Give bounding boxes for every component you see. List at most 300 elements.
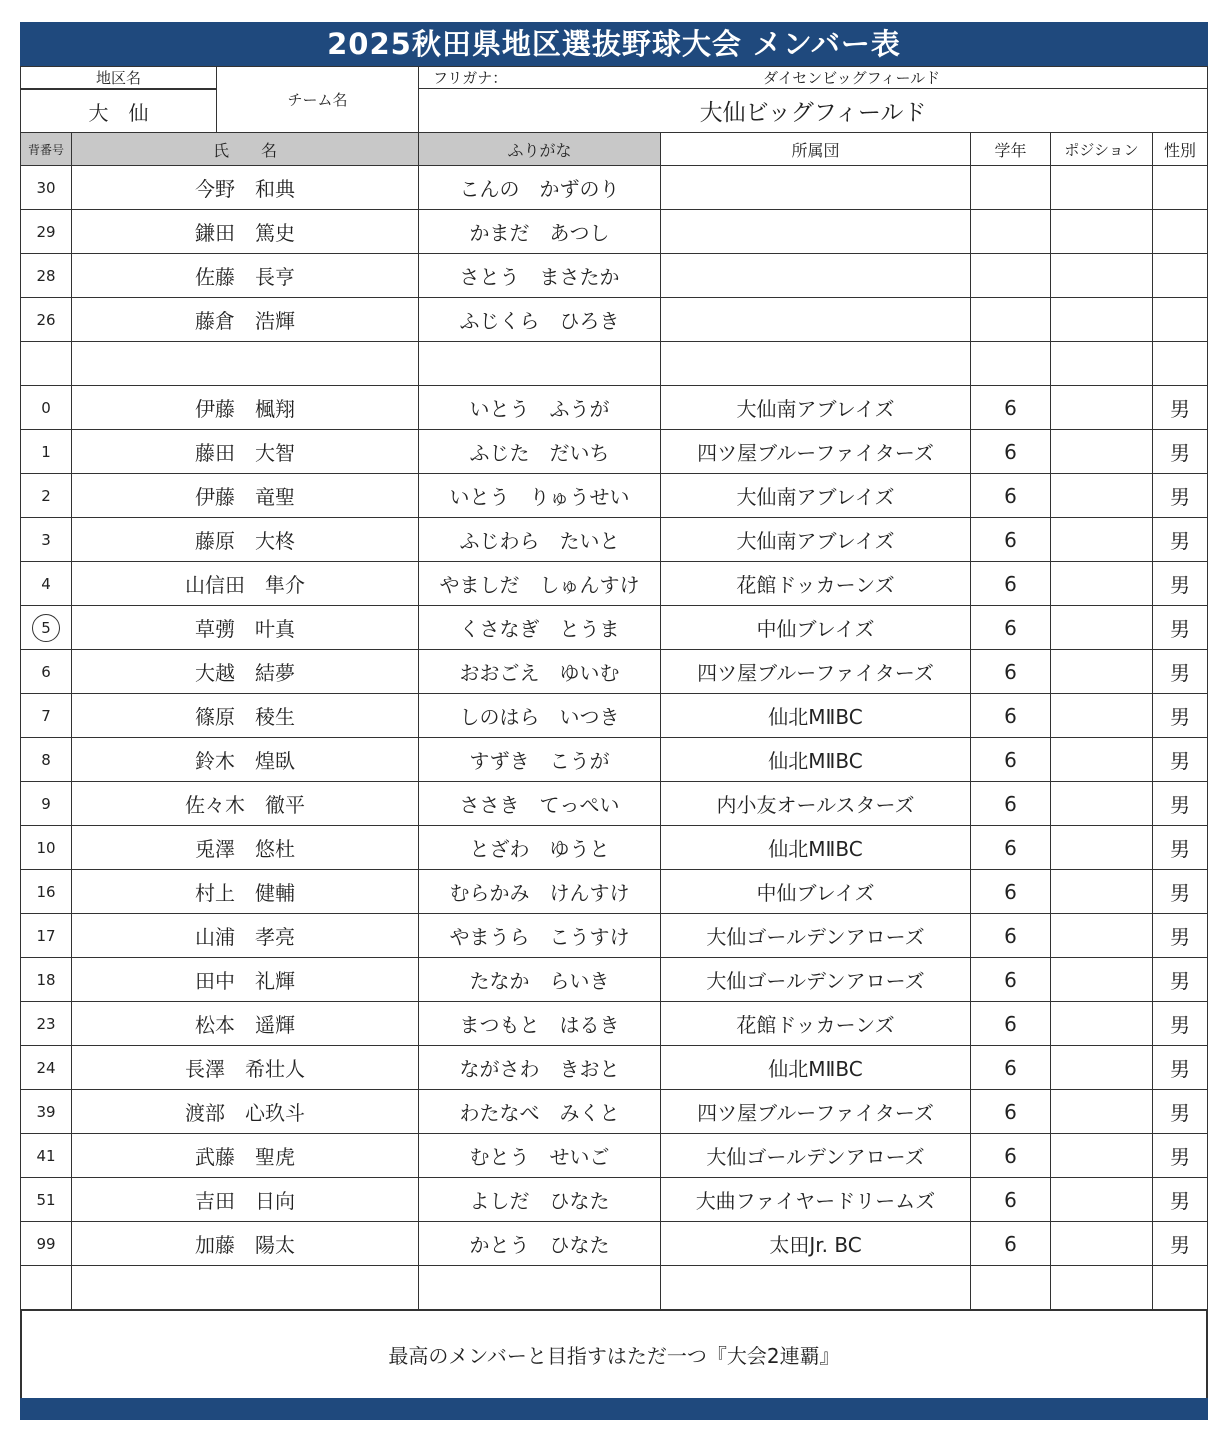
kana-text: ささき てっぺい (459, 793, 620, 817)
gender-text: 男 (1170, 1013, 1190, 1037)
cell-grade (970, 1222, 1050, 1266)
cell-club (660, 342, 970, 386)
club-text: 大仙南アブレイズ (736, 485, 895, 509)
cell-gender (1152, 166, 1208, 210)
kana-text: おおごえ ゆいむ (459, 661, 620, 685)
grade-text: 6 (1004, 659, 1017, 684)
cell-kana (418, 210, 660, 254)
number-text: 0 (41, 398, 51, 417)
cell-club (660, 562, 970, 606)
cell-club (660, 1134, 970, 1178)
cell-grade (970, 1134, 1050, 1178)
club-text: 大仙南アブレイズ (736, 397, 895, 421)
cell-gender (1152, 870, 1208, 914)
cell-kana (418, 430, 660, 474)
cell-kana (418, 562, 660, 606)
name-text: 吉田 日向 (195, 1189, 295, 1213)
cell-name (71, 210, 418, 254)
club-text: 中仙ブレイズ (756, 881, 875, 905)
table-row (20, 1222, 1208, 1266)
name-text: 藤原 大柊 (195, 529, 295, 553)
cell-grade (970, 298, 1050, 342)
cell-club (660, 254, 970, 298)
sheet-title: 2025秋田県地区選抜野球大会 メンバー表 (20, 22, 1208, 66)
cell-position (1050, 210, 1152, 254)
cell-position (1050, 474, 1152, 518)
gender-text: 男 (1170, 617, 1190, 641)
cell-kana (418, 1002, 660, 1046)
gender-text: 男 (1170, 925, 1190, 949)
column-header-row (20, 132, 1208, 166)
cell-number (20, 1178, 71, 1222)
number-text: 24 (36, 1058, 56, 1077)
table-row (20, 342, 1208, 386)
cell-kana (418, 1134, 660, 1178)
cell-grade (970, 914, 1050, 958)
number-text: 99 (36, 1234, 56, 1253)
kana-text: こんの かずのり (459, 177, 620, 201)
cell-name (71, 430, 418, 474)
cell-club (660, 166, 970, 210)
gender-text: 男 (1170, 397, 1190, 421)
name-text: 藤倉 浩輝 (195, 309, 295, 333)
cell-position (1050, 1266, 1152, 1310)
district-value: 大 仙 (20, 89, 217, 133)
kana-text: すずき こうが (469, 749, 610, 773)
grade-text: 6 (1004, 835, 1017, 860)
table-row (20, 1090, 1208, 1134)
number-text: 29 (36, 222, 56, 241)
cell-club (660, 650, 970, 694)
cell-number (20, 958, 71, 1002)
cell-grade (970, 694, 1050, 738)
cell-number (20, 342, 71, 386)
number-text: 10 (36, 838, 56, 857)
cell-name (71, 782, 418, 826)
name-text: 鈴木 煌臥 (195, 749, 295, 773)
gender-text: 男 (1170, 969, 1190, 993)
cell-position (1050, 1046, 1152, 1090)
cell-position (1050, 650, 1152, 694)
grade-text: 6 (1004, 1143, 1017, 1168)
cell-number (20, 738, 71, 782)
kana-text: かまだ あつし (469, 221, 610, 245)
cell-grade (970, 650, 1050, 694)
cell-position (1050, 694, 1152, 738)
kana-text: くさなぎ とうま (459, 617, 620, 641)
cell-number (20, 1222, 71, 1266)
cell-number (20, 254, 71, 298)
gender-text: 男 (1170, 1233, 1190, 1257)
cell-club (660, 870, 970, 914)
team-name: 大仙ビッグフィールド (418, 88, 1208, 133)
club-text: 中仙ブレイズ (756, 617, 875, 641)
table-row (20, 1134, 1208, 1178)
grade-text: 6 (1004, 1099, 1017, 1124)
cell-kana (418, 650, 660, 694)
col-position: ポジション (1050, 132, 1152, 166)
grade-text: 6 (1004, 615, 1017, 640)
cell-position (1050, 870, 1152, 914)
cell-gender (1152, 738, 1208, 782)
kana-text: やましだ しゅんすけ (439, 573, 640, 597)
name-text: 武藤 聖虎 (195, 1145, 295, 1169)
name-text: 渡部 心玖斗 (185, 1101, 305, 1125)
cell-number (20, 1134, 71, 1178)
grade-text: 6 (1004, 439, 1017, 464)
kana-text: たなか らいき (469, 969, 610, 993)
club-text: 花館ドッカーンズ (736, 1013, 895, 1037)
cell-position (1050, 782, 1152, 826)
cell-gender (1152, 650, 1208, 694)
name-text: 藤田 大智 (195, 441, 295, 465)
cell-position (1050, 298, 1152, 342)
number-text: 18 (36, 970, 56, 989)
name-text: 村上 健輔 (195, 881, 295, 905)
table-row (20, 782, 1208, 826)
number-text: 9 (41, 794, 51, 813)
cell-name (71, 650, 418, 694)
cell-club (660, 386, 970, 430)
cell-number (20, 870, 71, 914)
cell-name (71, 826, 418, 870)
cell-position (1050, 1134, 1152, 1178)
cell-kana (418, 474, 660, 518)
cell-name (71, 518, 418, 562)
number-text: 23 (36, 1014, 56, 1033)
kana-text: よしだ ひなた (469, 1189, 610, 1213)
cell-kana (418, 342, 660, 386)
gender-text: 男 (1170, 837, 1190, 861)
gender-text: 男 (1170, 1145, 1190, 1169)
cell-number (20, 914, 71, 958)
club-text: 仙北MⅡBC (768, 705, 863, 729)
club-text: 仙北MⅡBC (768, 749, 863, 773)
table-row (20, 914, 1208, 958)
number-text: 39 (36, 1102, 56, 1121)
cell-club (660, 1090, 970, 1134)
club-text: 仙北MⅡBC (768, 1057, 863, 1081)
cell-number (20, 386, 71, 430)
cell-grade (970, 1266, 1050, 1310)
kana-text: ふじわら たいと (459, 529, 620, 553)
cell-grade (970, 386, 1050, 430)
cell-gender (1152, 1090, 1208, 1134)
cell-name (71, 1002, 418, 1046)
name-text: 山信田 隼介 (185, 573, 305, 597)
cell-gender (1152, 914, 1208, 958)
number-text: 1 (41, 442, 51, 461)
cell-name (71, 914, 418, 958)
gender-text: 男 (1170, 573, 1190, 597)
club-text: 四ツ屋ブルーファイターズ (697, 661, 934, 685)
cell-name (71, 298, 418, 342)
cell-grade (970, 474, 1050, 518)
cell-kana (418, 1090, 660, 1134)
grade-text: 6 (1004, 703, 1017, 728)
cell-club (660, 1178, 970, 1222)
name-text: 伊藤 楓翔 (195, 397, 295, 421)
cell-name (71, 1266, 418, 1310)
cell-gender (1152, 342, 1208, 386)
cell-number (20, 650, 71, 694)
cell-name (71, 254, 418, 298)
cell-gender (1152, 1178, 1208, 1222)
cell-grade (970, 166, 1050, 210)
club-text: 花館ドッカーンズ (736, 573, 895, 597)
cell-kana (418, 1178, 660, 1222)
col-kana: ふりがな (418, 132, 660, 166)
cell-number (20, 1090, 71, 1134)
gender-text: 男 (1170, 485, 1190, 509)
cell-grade (970, 518, 1050, 562)
cell-gender (1152, 518, 1208, 562)
number-text: 3 (41, 530, 51, 549)
cell-club (660, 826, 970, 870)
cell-position (1050, 1090, 1152, 1134)
gender-text: 男 (1170, 749, 1190, 773)
cell-grade (970, 430, 1050, 474)
cell-gender (1152, 606, 1208, 650)
cell-position (1050, 826, 1152, 870)
gender-text: 男 (1170, 1101, 1190, 1125)
table-row (20, 518, 1208, 562)
cell-kana (418, 1266, 660, 1310)
cell-number (20, 1046, 71, 1090)
club-text: 四ツ屋ブルーファイターズ (697, 441, 934, 465)
table-row (20, 1266, 1208, 1310)
club-text: 大仙ゴールデンアローズ (706, 969, 925, 993)
table-row (20, 1046, 1208, 1090)
club-text: 内小友オールスターズ (716, 793, 915, 817)
grade-text: 6 (1004, 747, 1017, 772)
col-number: 背番号 (20, 132, 71, 166)
cell-gender (1152, 782, 1208, 826)
cell-kana (418, 386, 660, 430)
name-text: 佐々木 徹平 (185, 793, 305, 817)
cell-club (660, 474, 970, 518)
cell-club (660, 782, 970, 826)
table-row (20, 738, 1208, 782)
grade-text: 6 (1004, 1055, 1017, 1080)
number-text: 17 (36, 926, 56, 945)
cell-name (71, 1046, 418, 1090)
cell-number (20, 826, 71, 870)
cell-position (1050, 342, 1152, 386)
cell-kana (418, 782, 660, 826)
number-text: 7 (41, 706, 51, 725)
cell-kana (418, 958, 660, 1002)
name-text: 田中 礼輝 (195, 969, 295, 993)
club-text: 太田Jr. BC (769, 1233, 862, 1257)
cell-gender (1152, 386, 1208, 430)
cell-number (20, 430, 71, 474)
table-row (20, 1178, 1208, 1222)
cell-kana (418, 738, 660, 782)
cell-number (20, 166, 71, 210)
cell-name (71, 958, 418, 1002)
cell-club (660, 518, 970, 562)
cell-number (20, 1266, 71, 1310)
name-text: 長澤 希壮人 (185, 1057, 305, 1081)
cell-club (660, 958, 970, 1002)
cell-gender (1152, 562, 1208, 606)
table-row (20, 210, 1208, 254)
cell-kana (418, 1222, 660, 1266)
kana-text: むらかみ けんすけ (449, 881, 630, 905)
kana-text: ふじた だいち (469, 441, 610, 465)
cell-club (660, 298, 970, 342)
cell-number (20, 210, 71, 254)
table-row (20, 298, 1208, 342)
cell-kana (418, 166, 660, 210)
cell-grade (970, 254, 1050, 298)
grade-text: 6 (1004, 1231, 1017, 1256)
gender-text: 男 (1170, 705, 1190, 729)
grade-text: 6 (1004, 395, 1017, 420)
cell-grade (970, 826, 1050, 870)
cell-gender (1152, 826, 1208, 870)
cell-club (660, 606, 970, 650)
number-text: 26 (36, 310, 56, 329)
club-text: 大仙ゴールデンアローズ (706, 925, 925, 949)
cell-grade (970, 342, 1050, 386)
kana-text: いとう りゅうせい (449, 485, 630, 509)
cell-position (1050, 518, 1152, 562)
number-text: 2 (41, 486, 51, 505)
cell-name (71, 738, 418, 782)
kana-text: ながさわ きおと (459, 1057, 620, 1081)
cell-position (1050, 254, 1152, 298)
number-text: 8 (41, 750, 51, 769)
name-text: 伊藤 竜聖 (195, 485, 295, 509)
name-text: 篠原 稜生 (195, 705, 295, 729)
cell-club (660, 1266, 970, 1310)
table-row (20, 1002, 1208, 1046)
number-text: 5 (32, 614, 60, 642)
table-row (20, 166, 1208, 210)
kana-text: かとう ひなた (469, 1233, 610, 1257)
cell-position (1050, 562, 1152, 606)
cell-number (20, 298, 71, 342)
cell-grade (970, 958, 1050, 1002)
cell-name (71, 342, 418, 386)
cell-club (660, 1002, 970, 1046)
name-text: 草彅 叶真 (195, 617, 295, 641)
slogan-box (20, 1309, 1208, 1398)
cell-kana (418, 1046, 660, 1090)
cell-number (20, 562, 71, 606)
col-gender: 性別 (1152, 132, 1208, 166)
number-text: 28 (36, 266, 56, 285)
table-row (20, 606, 1208, 650)
cell-grade (970, 210, 1050, 254)
cell-name (71, 474, 418, 518)
cell-gender (1152, 1002, 1208, 1046)
table-row (20, 430, 1208, 474)
grade-text: 6 (1004, 1187, 1017, 1212)
col-club: 所属団 (660, 132, 970, 166)
cell-position (1050, 738, 1152, 782)
grade-text: 6 (1004, 527, 1017, 552)
cell-position (1050, 1002, 1152, 1046)
table-row (20, 474, 1208, 518)
cell-position (1050, 430, 1152, 474)
table-row (20, 958, 1208, 1002)
cell-name (71, 386, 418, 430)
cell-gender (1152, 1046, 1208, 1090)
cell-grade (970, 1002, 1050, 1046)
team-label: チーム名 (216, 66, 419, 133)
cell-grade (970, 1090, 1050, 1134)
name-text: 佐藤 長亨 (195, 265, 295, 289)
club-text: 四ツ屋ブルーファイターズ (697, 1101, 934, 1125)
gender-text: 男 (1170, 529, 1190, 553)
table-row (20, 694, 1208, 738)
cell-club (660, 210, 970, 254)
gender-text: 男 (1170, 661, 1190, 685)
kana-text: むとう せいご (469, 1145, 610, 1169)
cell-position (1050, 914, 1152, 958)
kana-text: さとう まさたか (459, 265, 620, 289)
cell-kana (418, 914, 660, 958)
name-text: 松本 遥輝 (195, 1013, 295, 1037)
grade-text: 6 (1004, 879, 1017, 904)
cell-name (71, 694, 418, 738)
cell-club (660, 694, 970, 738)
kana-text: ふじくら ひろき (459, 309, 620, 333)
cell-kana (418, 254, 660, 298)
number-text: 41 (36, 1146, 56, 1165)
cell-name (71, 606, 418, 650)
cell-gender (1152, 430, 1208, 474)
kana-text: まつもと はるき (459, 1013, 620, 1037)
cell-number (20, 782, 71, 826)
kana-text: わたなべ みくと (459, 1101, 620, 1125)
cell-position (1050, 1222, 1152, 1266)
team-kana: ダイセンビッグフィールド (763, 69, 941, 87)
table-row (20, 826, 1208, 870)
name-text: 兎澤 悠杜 (195, 837, 295, 861)
cell-club (660, 1046, 970, 1090)
cell-gender (1152, 210, 1208, 254)
district-label: 地区名 (20, 66, 217, 89)
kana-text: いとう ふうが (469, 397, 610, 421)
grade-text: 6 (1004, 967, 1017, 992)
gender-text: 男 (1170, 1189, 1190, 1213)
kana-text: とざわ ゆうと (469, 837, 610, 861)
cell-club (660, 738, 970, 782)
furigana-row (418, 66, 1208, 89)
cell-number (20, 474, 71, 518)
gender-text: 男 (1170, 441, 1190, 465)
name-text: 鎌田 篤史 (195, 221, 295, 245)
cell-gender (1152, 298, 1208, 342)
cell-club (660, 914, 970, 958)
cell-position (1050, 606, 1152, 650)
grade-text: 6 (1004, 1011, 1017, 1036)
cell-grade (970, 1178, 1050, 1222)
number-text: 16 (36, 882, 56, 901)
cell-name (71, 1090, 418, 1134)
grade-text: 6 (1004, 791, 1017, 816)
kana-text: しのはら いつき (459, 705, 620, 729)
cell-gender (1152, 254, 1208, 298)
cell-grade (970, 870, 1050, 914)
cell-position (1050, 958, 1152, 1002)
table-row (20, 254, 1208, 298)
kana-text: やまうら こうすけ (449, 925, 630, 949)
